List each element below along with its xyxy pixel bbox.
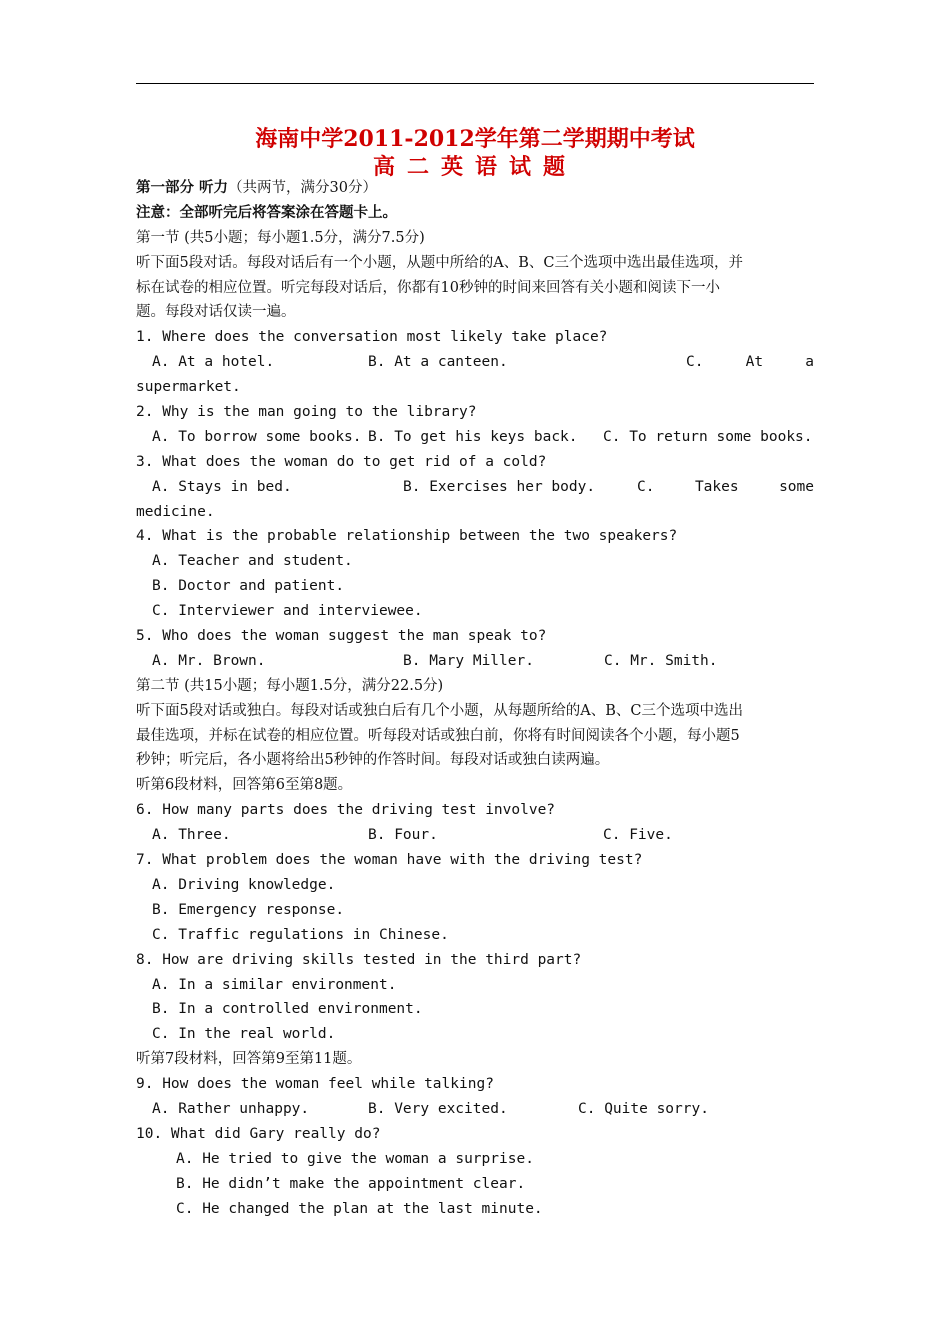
q4-option-c: C. Interviewer and interviewee. [152,603,423,620]
q5-stem: 5. Who does the woman suggest the man speak to? [136,628,547,645]
q2-option-c: C. To return some books. [603,428,813,445]
q8-option-c: C. In the real world. [152,1026,336,1043]
exam-content [136,176,814,1221]
material-6-intro: 听第6段材料，回答第6至第8题。 [136,777,353,794]
part1-heading-line [136,176,814,201]
q3-options [136,475,814,500]
section2-heading: 第二节 (共15小题；每小题1.5分，满分22.5分) [136,677,444,694]
header-rule [136,83,814,84]
section2-instruction-1: 听下面5段对话或独白。每段对话或独白后有几个小题，从每题所给的A、B、C三个选项中选出 [136,702,743,719]
q3-option-a: A. Stays in bed. [152,478,292,495]
exam-title: 海南中学2011-2012学年第二学期期中考试 [255,126,695,152]
q6-stem: 6. How many parts does the driving test involve? [136,802,556,819]
part1-notice: 注意：全部听完后将答案涂在答题卡上。 [136,203,397,221]
q7-option-c: C. Traffic regulations in Chinese. [152,926,449,943]
q10-option-a: A. He tried to give the woman a surprise. [176,1150,534,1167]
section2-instruction-2: 最佳选项，并标在试卷的相应位置。听每段对话或独白前，你将有时间阅读各个小题，每小题5 [136,727,740,744]
q4-option-b: B. Doctor and patient. [152,578,345,595]
q1-option-c-wrap: supermarket. [136,379,241,396]
section1-instruction-1: 听下面5段对话。每段对话后有一个小题，从题中所给的A、B、C三个选项中选出最佳选项，并 [136,254,743,271]
q9-option-b: B. Very excited. [368,1100,508,1117]
q10-option-c: C. He changed the plan at the last minute. [176,1200,543,1217]
q8-option-b: B. In a controlled environment. [152,1001,423,1018]
q3-stem: 3. What does the woman do to get rid of a cold? [136,453,547,470]
part1-heading: 第一部分 听力 [136,179,229,196]
q6-option-c: C. Five. [603,827,673,844]
q3-option-c: C. Takes some [637,478,814,495]
q3-option-c-wrap: medicine. [136,503,215,520]
q3-option-b: B. Exercises her body. [403,478,596,495]
q1-options [136,350,814,375]
q5-option-c: C. Mr. Smith. [604,652,718,669]
q2-stem: 2. Why is the man going to the library? [136,404,477,421]
q7-option-b: B. Emergency response. [152,901,345,918]
q5-option-b: B. Mary Miller. [403,652,534,669]
q5-option-a: A. Mr. Brown. [152,652,266,669]
q10-option-b: B. He didn’t make the appointment clear. [176,1175,526,1192]
q9-option-c: C. Quite sorry. [578,1100,709,1117]
section1-heading: 第一节 (共5小题；每小题1.5分，满分7.5分) [136,229,425,246]
q4-stem: 4. What is the probable relationship between the two speakers? [136,528,678,545]
q9-options [136,1097,814,1122]
q1-option-c: C. At a [686,354,814,371]
q6-option-a: A. Three. [152,827,231,844]
q1-option-b: B. At a canteen. [368,354,508,371]
exam-subtitle: 高二英语试题 [372,154,577,180]
q2-option-b: B. To get his keys back. [368,428,578,445]
q4-option-a: A. Teacher and student. [152,553,353,570]
q5-options [136,649,814,674]
q8-option-a: A. In a similar environment. [152,976,397,993]
q6-option-b: B. Four. [368,827,438,844]
part1-note: （共两节，满分30分） [228,180,378,196]
section1-instruction-2: 标在试卷的相应位置。听完每段对话后，你都有10秒钟的时间来回答有关小题和阅读下一小 [136,279,720,296]
section2-instruction-3: 秒钟；听完后，各小题将给出5秒钟的作答时间。每段对话或独白读两遍。 [136,752,610,769]
q6-options [136,823,814,848]
q2-option-a: A. To borrow some books. [152,428,362,445]
q9-option-a: A. Rather unhappy. [152,1100,310,1117]
section1-instruction-3: 题。每段对话仅读一遍。 [136,304,296,321]
q7-option-a: A. Driving knowledge. [152,876,336,893]
q7-stem: 7. What problem does the woman have with the driving test? [136,852,643,869]
q2-options [136,425,814,450]
q9-stem: 9. How does the woman feel while talking? [136,1076,494,1093]
q10-stem: 10. What did Gary really do? [136,1125,381,1142]
material-7-intro: 听第7段材料，回答第9至第11题。 [136,1051,362,1068]
q8-stem: 8. How are driving skills tested in the third part? [136,951,582,968]
q1-option-a: A. At a hotel. [152,354,275,371]
q1-stem: 1. Where does the conversation most likely take place? [136,329,608,346]
